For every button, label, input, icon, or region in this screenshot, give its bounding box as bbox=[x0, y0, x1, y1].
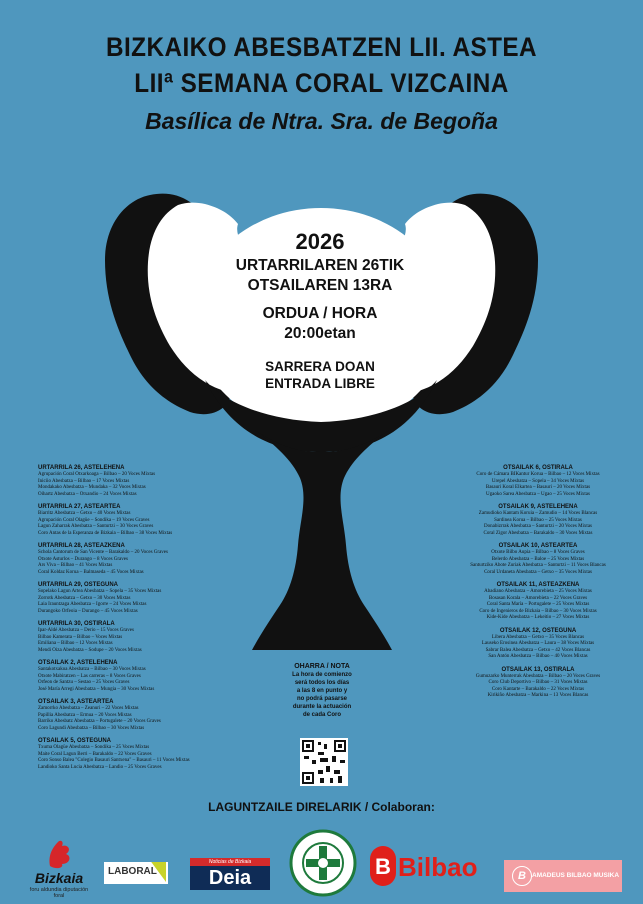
choir-entry: Ugaoko Sarea Abesbatza – Ugao – 25 Voces Mixtas bbox=[486, 491, 590, 497]
choir-entry: Basauri Koral Elkartea – Basauri – 20 Voces Mixtas bbox=[485, 485, 591, 490]
choir-entry: Agrupación Coral Olagüe – Sondika – 19 Voces Graves bbox=[38, 517, 150, 523]
choir-entry: Libera Abesbatza – Getxo – 35 Voces Blancas bbox=[491, 634, 585, 640]
tree-trunk bbox=[252, 430, 392, 650]
schedule-day-header: OTSAILAK 6, OSTIRALA bbox=[503, 465, 573, 471]
schedule-day-header: OTSAILAK 9, ASTELEHENA bbox=[498, 504, 578, 510]
choir-entry: José María Arregi Abesbatza – Mungia – 30 Voces Mixtas bbox=[38, 686, 155, 692]
choir-entry: Santurtziko Abote Zuriak Abesbatza – Santurtzi – 11 Voces Blancas bbox=[470, 563, 606, 568]
choir-entry: Otxote Bilbo Aupia – Bilbao – 8 Voces Graves bbox=[491, 550, 585, 555]
note-line: durante la actuación bbox=[292, 704, 352, 710]
note-line: La hora de comienzo bbox=[292, 672, 352, 678]
amadeus-logo-text: AMADEUS BILBAO MUSIKA bbox=[532, 872, 620, 879]
schedule-day bbox=[38, 503, 253, 537]
schedule-day bbox=[38, 542, 253, 576]
choir-entry: Ars Viva – Bilbao – 41 Voces Mixtas bbox=[38, 563, 113, 568]
bizkaia-logo-sub: foru aldundia diputación foral bbox=[29, 887, 89, 899]
bilbao-logo bbox=[368, 840, 486, 892]
note-header: OHARRA / NOTA bbox=[294, 663, 350, 670]
choir-entry: Abadiano Abesbatza – Amorebieta – 25 Voces Mixtas bbox=[484, 589, 592, 594]
choir-entry: San Antón Abesbatza – Bilbao – 40 Voces Mixtas bbox=[488, 654, 588, 659]
deia-logo-tagline: Noticias de Bizkaia bbox=[190, 858, 270, 866]
choir-entry: Schola Cantorum de San Vicente – Barakaldo – 20 Voces Graves bbox=[38, 550, 168, 555]
schedule-day bbox=[450, 581, 626, 622]
schedule-day bbox=[450, 542, 626, 576]
schedule-day bbox=[38, 659, 253, 693]
choir-entry: Coro Sonso Balea "Colegio Basauri Santxena" – Basauri – 11 Voces Mixtas bbox=[38, 758, 190, 763]
svg-text:B: B bbox=[375, 854, 391, 879]
deia-logo-text: Deia bbox=[190, 866, 270, 890]
laboral-logo-text: LABORAL bbox=[108, 866, 157, 877]
choir-entry: Agrupación Coral Otxarkoaga – Bilbao – 20 Voces Mixtas bbox=[38, 472, 156, 477]
schedule-day-header: OTSAILAK 13, OSTIRALA bbox=[501, 666, 575, 673]
choir-entry: Papillia Abesbatza – Ermua – 20 Voces Mixtas bbox=[38, 712, 132, 718]
schedule-day-header: URTARRILA 30, OSTIRALA bbox=[38, 621, 115, 627]
choir-entry: Otxote Asturlos – Durango – 8 Voces Graves bbox=[38, 556, 128, 562]
choir-entry: Biarritz Abesbatza – Getxo – 40 Voces Mixtas bbox=[38, 511, 131, 516]
schedule-day bbox=[38, 620, 253, 654]
choir-entry: Otxote Mabiratzen – Las carreras – 8 Voces Graves bbox=[38, 673, 141, 679]
choir-entry: Maite Coral Lagun Berri – Barakaldo – 22 Voces Graves bbox=[38, 751, 152, 757]
choir-entry: Zorrotk Abesbatza – Getxo – 30 Voces Mixtas bbox=[38, 595, 131, 601]
choir-entry: Urepel Abesbatza – Sopela – 34 Voces Mixtas bbox=[491, 478, 585, 484]
note-block bbox=[282, 662, 362, 719]
bizkaia-logo-text: Bizkaia bbox=[34, 870, 84, 886]
schedule-day bbox=[38, 464, 253, 498]
choir-entry: Santakotxakoa Abesbatza – Bilbao – 30 Voces Mixtas bbox=[38, 667, 146, 672]
qr-code bbox=[300, 738, 348, 786]
choir-entry: Mondakako Abesbatza – Mundaka – 32 Voces Mixtas bbox=[38, 485, 146, 490]
choir-entry: Coro de Ingenieros de Bizkaia – Bilbao – 30 Voces Mixtas bbox=[479, 608, 597, 614]
choir-entry: Laia Irauntzaga Abesbatza – Igorre – 24 Voces Mixtas bbox=[38, 602, 147, 607]
choir-entry: Barriko Abesbatz Abesbatza – Portugalete – 20 Voces Graves bbox=[38, 719, 161, 724]
note-line: será todos los días bbox=[294, 680, 350, 686]
schedule-day-header: URTARRILA 27, ASTEARTEA bbox=[38, 504, 121, 510]
choir-entry: Bosasan Korala – Amorebieta – 22 Voces Graves bbox=[488, 595, 588, 601]
bilbao-logo-text: Bilbao bbox=[398, 852, 478, 882]
note-line: de cada Coro bbox=[302, 712, 341, 718]
schedule-day-header: OTSAILAK 12, OSTEGUNA bbox=[499, 627, 577, 634]
amadeus-logo bbox=[504, 860, 622, 892]
schedule-day bbox=[38, 581, 253, 615]
schedule-left bbox=[38, 464, 253, 776]
event-info bbox=[200, 228, 440, 392]
title-spanish: LIIª SEMANA CORAL VIZCAINA bbox=[134, 68, 509, 98]
choir-entry: Coro de Cámara BIKantur Korua – Bilbao – 12 Voces Mixtas bbox=[476, 472, 600, 477]
schedule-right bbox=[450, 464, 626, 705]
choir-entry: Coral Koldaz Korua – Balmaseda – 45 Voces Mixtas bbox=[38, 569, 144, 575]
schedule-day-header: URTARRILA 29, OSTEGUNA bbox=[38, 582, 119, 588]
event-time: 20:00etan bbox=[284, 325, 356, 342]
choir-entry: Coro Club Deportivo – Bilbao – 31 Voces Mixtas bbox=[488, 680, 588, 685]
schedule-day-header: URTARRILA 28, ASTEAZKENA bbox=[38, 543, 125, 549]
deia-logo bbox=[190, 858, 270, 890]
entry-free-spanish: ENTRADA LIBRE bbox=[265, 376, 375, 391]
choir-entry: Lagun Zaharrak Abesbatza – Santurtzi – 30 Voces Graves bbox=[38, 524, 154, 529]
schedule-day bbox=[450, 666, 626, 700]
choir-entry: Coral Santa María – Portugalete – 25 Voces Mixtas bbox=[486, 602, 590, 607]
note-line: no podrá pasarse bbox=[296, 696, 347, 702]
schedule-day bbox=[38, 698, 253, 732]
amadeus-emblem-icon: B bbox=[512, 866, 532, 886]
choir-entry: Iniciio Abesbatza – Bilbao – 17 Voces Mixtas bbox=[38, 478, 130, 484]
schedule-day bbox=[450, 503, 626, 537]
choir-entry: Durangoko Orfeoia – Durango – 45 Voces Mixtas bbox=[38, 608, 138, 614]
choir-entry: Kide-Kide Abesbatza – Lekeitio – 27 Voces Mixtas bbox=[486, 615, 590, 620]
choir-entry: Coral Urdaneta Abesbatza – Getxo – 35 Voces Mixtas bbox=[484, 569, 592, 575]
choir-entry: Zamudioko Kantam Koruia – Zamudio – 14 Voces Blancas bbox=[478, 511, 598, 516]
schedule-day bbox=[450, 627, 626, 661]
asociacion-ayuda-carretera-logo bbox=[288, 828, 358, 898]
schedule-day-header: OTSAILAK 10, ASTEARTEA bbox=[498, 543, 578, 549]
choir-entry: Gumuzarko Munterrak Abesbatza – Bilbao – 20 Voces Graves bbox=[475, 673, 601, 679]
choir-entry: Mendi Oiza Abesbatza – Sodupe – 20 Voces Mixtas bbox=[38, 647, 142, 653]
association-seal-icon bbox=[288, 828, 358, 898]
bilbao-b-icon bbox=[368, 840, 398, 892]
choir-entry: Landioko Santa Lucia Abesbatza – Landio – 25 Voces Graves bbox=[38, 764, 162, 770]
choir-entry: Coral Zigor Abesbatza – Barakaldo – 30 Voces Mixtas bbox=[483, 530, 593, 536]
choir-entry: Donabizrrak Abesbatza – Santurtzi – 20 Voces Mixtas bbox=[484, 524, 592, 529]
bizkaia-emblem-icon bbox=[28, 836, 90, 870]
title-basque: BIZKAIKO ABESBATZEN LII. ASTEA bbox=[105, 32, 538, 62]
choir-entry: Coro Antas de la Esperanza de Bizkaia – Bilbao – 38 Voces Mixtas bbox=[38, 530, 173, 536]
note-line: a las 8 en punto y bbox=[296, 688, 348, 694]
choir-entry: Orfeon de Santzu – Sestao – 25 Voces Graves bbox=[38, 680, 130, 685]
choir-entry: Belerdo Abesbatza – Baloe – 25 Voces Mixtas bbox=[491, 556, 585, 562]
event-date-start: URTARRILAREN 26TIK bbox=[235, 257, 405, 274]
schedule-day bbox=[38, 737, 253, 771]
choir-entry: Coro Kantarte – Barakaldo – 22 Voces Mixtas bbox=[491, 686, 585, 692]
schedule-day bbox=[450, 464, 626, 498]
choir-entry: Oihartz Abesbatza – Otxandio – 24 Voces Mixtas bbox=[38, 491, 137, 497]
choir-entry: Bilbao Kamerata – Bilbao – Voces Mixtas bbox=[38, 634, 123, 640]
choir-entry: Sabrar Balea Abesbatza – Getxo – 42 Voces Blancas bbox=[485, 647, 591, 653]
schedule-day-header: OTSAILAK 3, ASTEARTEA bbox=[38, 699, 114, 705]
event-date-end: OTSAILAREN 13RA bbox=[247, 277, 393, 294]
schedule-day-header: OTSAILAK 2, ASTELEHENA bbox=[38, 660, 118, 666]
entry-free-basque: SARRERA DOAN bbox=[265, 359, 375, 374]
choir-entry: Sopelako Lagun Artea Abesbatza – Sopela – 35 Voces Mixtas bbox=[38, 589, 162, 594]
venue-title: Basílica de Ntra. Sra. de Begoña bbox=[145, 108, 498, 134]
choir-entry: Kirikiño Abesbatza – Markina – 13 Voces Blancas bbox=[487, 693, 589, 698]
choir-entry: Sardinea Korua – Bilbao – 25 Voces Mixtas bbox=[494, 517, 582, 523]
choir-entry: Coro Lagundi Abesbatza – Bilbao – 30 Voces Mixtas bbox=[38, 725, 145, 731]
event-year: 2026 bbox=[295, 229, 345, 254]
choir-entry: Zamorrko Abesbatza – Zeanuri – 22 Voces Mixtas bbox=[38, 706, 139, 711]
choir-entry: Txuma Olagüe Abesbatza – Sondika – 25 Voces Mixtas bbox=[38, 745, 150, 750]
bizkaia-logo bbox=[28, 836, 90, 899]
schedule-day-header: OTSAILAK 5, OSTEGUNA bbox=[38, 738, 112, 744]
choir-entry: Ipar-Aldé Abesbatza – Derio – 15 Voces Graves bbox=[38, 628, 134, 633]
laboral-kutxa-logo bbox=[104, 862, 168, 884]
event-time-label: ORDUA / HORA bbox=[262, 305, 378, 322]
schedule-day-header: URTARRILA 26, ASTELEHENA bbox=[38, 465, 125, 471]
choir-entry: Lauseko Erosinea Abesbatza – Laura – 38 Voces Mixtas bbox=[481, 641, 595, 646]
collaborators-title: LAGUNTZAILE DIRELARIK / Colaboran: bbox=[208, 800, 435, 814]
choir-entry: Emiliana – Bilbao – 12 Voces Mixtas bbox=[38, 641, 113, 646]
schedule-day-header: OTSAILAK 11, ASTEAZKENA bbox=[496, 582, 580, 588]
